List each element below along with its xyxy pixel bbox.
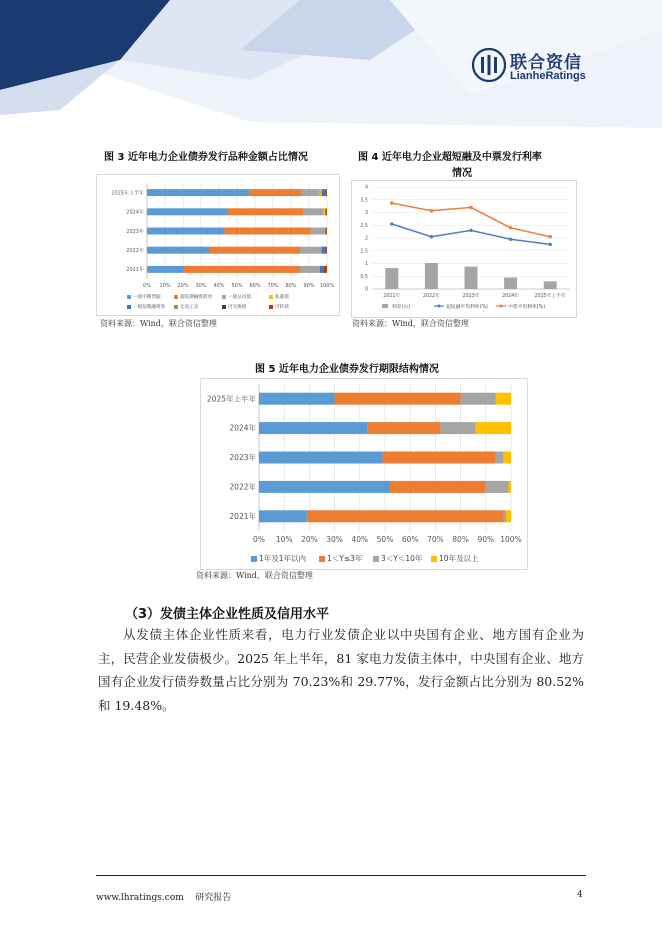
bar-segment xyxy=(304,208,324,215)
bar-segment xyxy=(147,266,183,273)
bar-segment xyxy=(259,481,390,493)
y-tick-label: 4 xyxy=(364,185,368,191)
figure-4-svg xyxy=(352,181,576,317)
bar-segment xyxy=(300,266,320,273)
bar-segment xyxy=(496,452,504,464)
bar-segment xyxy=(147,228,224,235)
x-tick-label: 2025年上半年 xyxy=(534,294,566,299)
x-tick-label: 2023年 xyxy=(462,294,480,299)
legend-swatch xyxy=(222,305,226,309)
legend-label: 1＜Y≤3年 xyxy=(327,554,363,563)
legend-swatch xyxy=(174,295,178,299)
x-tick-label: 40% xyxy=(351,535,369,544)
legend-marker xyxy=(438,305,441,308)
legend-label: 一般短期融资券 xyxy=(133,305,166,310)
bar xyxy=(544,281,557,289)
bar xyxy=(504,278,517,289)
data-point xyxy=(430,235,433,238)
logo-english-name: LianheRatings xyxy=(510,70,586,82)
y-tick-label: 3.5 xyxy=(360,198,368,204)
x-tick-label: 10% xyxy=(159,283,171,289)
legend-label: 可交换债 xyxy=(228,305,247,310)
bar xyxy=(385,268,398,289)
bar-segment xyxy=(320,266,324,273)
bar-segment xyxy=(461,393,496,405)
legend-label: 10年及以上 xyxy=(439,554,479,563)
bar xyxy=(425,263,438,289)
figure-5-source: 资料来源：Wind，联合资信整理 xyxy=(196,571,313,580)
x-tick-label: 90% xyxy=(477,535,495,544)
x-tick-label: 100% xyxy=(319,283,335,289)
x-tick-label: 0% xyxy=(253,535,265,544)
x-tick-label: 90% xyxy=(303,283,315,289)
bar xyxy=(465,267,478,289)
bar-segment xyxy=(322,247,326,254)
y-tick-label: 1.5 xyxy=(360,249,368,255)
category-label: 2025年上半年 xyxy=(206,394,256,404)
bar-segment xyxy=(506,510,511,522)
legend-label: 定向工具 xyxy=(180,305,199,310)
bar-segment xyxy=(259,422,367,434)
footer-left xyxy=(96,890,231,903)
legend-swatch xyxy=(222,295,226,299)
figure-3-source: 资料来源：Wind，联合资信整理 xyxy=(100,319,217,328)
x-tick-label: 0% xyxy=(143,283,151,289)
x-tick-label: 40% xyxy=(213,283,225,289)
category-label: 2022年 xyxy=(229,482,256,492)
x-tick-label: 20% xyxy=(301,535,318,544)
y-tick-label: 1 xyxy=(364,262,368,268)
legend-swatch xyxy=(127,305,131,309)
y-tick-label: 2 xyxy=(364,236,368,242)
bar-segment xyxy=(311,228,325,235)
legend-label: 中票平均利率(%) xyxy=(508,305,546,310)
bar-segment xyxy=(302,189,320,196)
legend-swatch xyxy=(174,305,178,309)
x-tick-label: 50% xyxy=(376,535,394,544)
legend-label: 超短期融资债券 xyxy=(180,295,213,300)
legend-marker xyxy=(500,305,503,308)
category-label: 2023年 xyxy=(126,228,144,235)
y-tick-label: 0.5 xyxy=(360,274,368,280)
data-point xyxy=(390,201,393,204)
data-point xyxy=(430,209,433,212)
bar-segment xyxy=(300,247,322,254)
bar-segment xyxy=(320,189,322,196)
figure-5-svg xyxy=(201,379,527,569)
y-tick-label: 3 xyxy=(364,211,368,217)
lianhe-logo-icon xyxy=(472,48,506,82)
bar-segment xyxy=(323,208,325,215)
legend-label: 1年及1年以内 xyxy=(259,554,307,563)
bar-segment xyxy=(325,208,326,215)
figure-3-chart xyxy=(96,174,340,316)
bar-segment xyxy=(508,481,511,493)
legend-swatch xyxy=(373,556,379,562)
bar-segment xyxy=(210,247,300,254)
bar-segment xyxy=(259,510,307,522)
bar-segment xyxy=(307,510,504,522)
bar-segment xyxy=(486,481,509,493)
bar-segment xyxy=(503,510,506,522)
y-tick-label: 0 xyxy=(364,287,368,293)
bar-segment xyxy=(335,393,461,405)
legend-swatch xyxy=(382,304,388,308)
bar-segment xyxy=(440,422,475,434)
x-tick-label: 100% xyxy=(500,535,522,544)
bar-segment xyxy=(224,228,310,235)
bar-segment xyxy=(183,266,300,273)
bar-segment xyxy=(147,247,210,254)
legend-label: 私募债 xyxy=(275,295,289,300)
x-tick-label: 80% xyxy=(452,535,469,544)
x-tick-label: 2024年 xyxy=(502,294,520,299)
section-heading: （3）发债主体企业性质及信用水平 xyxy=(125,607,330,622)
footer-report-type: 研究报告 xyxy=(195,893,232,903)
section-paragraph: 从发债主体企业性质来看，电力行业发债企业以中央国有企业、地方国有企业为主，民营企业发债极少。2025 年上半年，81 家电力发债主体中，中央国有企业、地方国有企业发行债券数量占比分别为 70.23%和 29.77%，发行金额占比分别为 80.52%和 19.48%。 xyxy=(98,627,584,713)
bar-segment xyxy=(323,266,327,273)
data-point xyxy=(390,222,393,225)
figure-4-title-line2: 情况 xyxy=(452,168,472,179)
footer-divider xyxy=(96,875,586,876)
bar-segment xyxy=(325,247,327,254)
bar-segment xyxy=(259,452,382,464)
figure-5-title: 图 5 近年电力企业债券发行期限结构情况 xyxy=(255,364,439,375)
bar-segment xyxy=(476,422,511,434)
bar-segment xyxy=(367,422,440,434)
bar-segment xyxy=(147,208,228,215)
figure-3-title: 图 3 近年电力企业债券发行品种金额占比情况 xyxy=(104,152,308,163)
category-label: 2023年 xyxy=(229,453,256,463)
category-label: 2024年 xyxy=(126,209,144,216)
legend-swatch xyxy=(269,295,273,299)
figure-4-title-line1: 图 4 近年电力企业超短融及中票发行利率 xyxy=(358,152,542,163)
bar-segment xyxy=(496,393,511,405)
figure-3-svg xyxy=(97,175,339,315)
bar-segment xyxy=(250,189,302,196)
x-tick-label: 60% xyxy=(249,283,261,289)
data-point xyxy=(549,243,552,246)
category-label: 2025年上半年 xyxy=(111,190,144,197)
figure-4-chart xyxy=(351,180,577,318)
legend-label: 一般公司债 xyxy=(228,295,251,300)
x-tick-label: 50% xyxy=(231,283,243,289)
legend-swatch xyxy=(127,295,131,299)
legend-label: 利差(右) xyxy=(392,305,411,310)
category-label: 2024年 xyxy=(229,423,256,433)
x-tick-label: 30% xyxy=(326,535,343,544)
category-label: 2021年 xyxy=(229,511,256,521)
legend-label: 超短融平均利率(%) xyxy=(446,305,488,310)
data-point xyxy=(469,206,472,209)
series-line xyxy=(392,224,550,244)
x-tick-label: 60% xyxy=(401,535,419,544)
bar-segment xyxy=(322,189,326,196)
bar-segment xyxy=(259,393,335,405)
data-point xyxy=(509,238,512,241)
legend-label: 可转债 xyxy=(275,305,289,310)
footer-website: www.lhratings.com xyxy=(96,893,184,903)
category-label: 2022年 xyxy=(126,247,144,254)
bar-segment xyxy=(326,228,327,235)
y-tick-label: 2.5 xyxy=(360,223,368,229)
x-tick-label: 80% xyxy=(285,283,297,289)
figure-5-chart xyxy=(200,378,528,570)
data-point xyxy=(509,226,512,229)
data-point xyxy=(469,229,472,232)
figure-4-source: 资料来源：Wind，联合资信整理 xyxy=(352,319,469,328)
logo-chinese-name: 联合资信 xyxy=(510,53,582,73)
x-tick-label: 70% xyxy=(267,283,279,289)
category-label: 2021年 xyxy=(126,267,144,274)
legend-swatch xyxy=(431,556,437,562)
bar-segment xyxy=(503,452,511,464)
bar-segment xyxy=(326,208,327,215)
bar-segment xyxy=(147,189,250,196)
bar-segment xyxy=(382,452,495,464)
x-tick-label: 2022年 xyxy=(422,294,440,299)
x-tick-label: 2021年 xyxy=(383,294,401,299)
bar-segment xyxy=(325,228,326,235)
bar-segment xyxy=(390,481,486,493)
x-tick-label: 70% xyxy=(427,535,444,544)
x-tick-label: 20% xyxy=(177,283,189,289)
bar-segment xyxy=(228,208,304,215)
legend-label: 3＜Y＜10年 xyxy=(381,554,423,563)
x-tick-label: 30% xyxy=(195,283,207,289)
legend-swatch xyxy=(269,305,273,309)
legend-swatch xyxy=(251,556,257,562)
legend-label: 一般中期票据 xyxy=(133,295,161,300)
x-tick-label: 10% xyxy=(275,535,293,544)
footer-page-number: 4 xyxy=(577,890,583,900)
data-point xyxy=(549,235,552,238)
bar-segment xyxy=(325,189,327,196)
legend-swatch xyxy=(319,556,325,562)
